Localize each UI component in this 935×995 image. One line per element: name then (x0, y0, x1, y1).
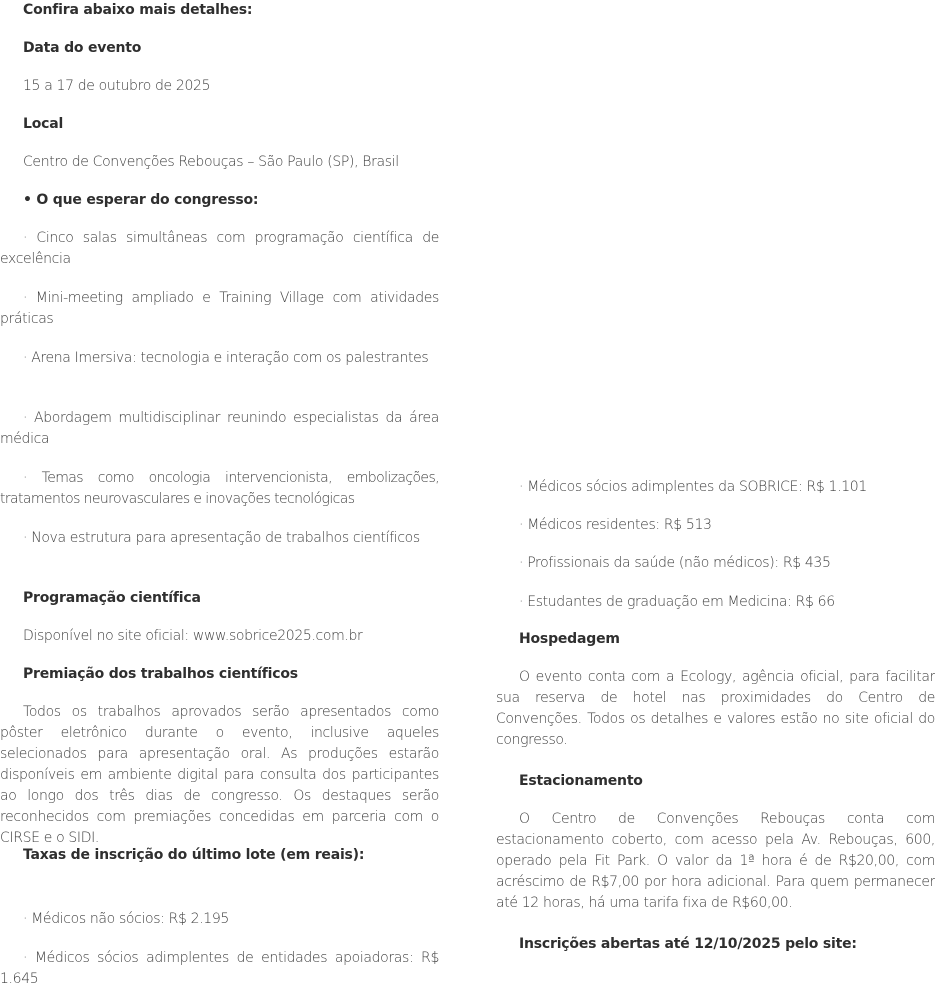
fees-heading: Taxas de inscrição do último lote (em reais): (23, 847, 365, 863)
location-value: Centro de Convenções Rebouças – São Paulo (SP), Brasil (23, 154, 399, 170)
fee-item: · Estudantes de graduação em Medicina: R$ 66 (519, 594, 835, 610)
expect-heading: • O que esperar do congresso: (23, 192, 259, 208)
lodging-heading: Hospedagem (519, 631, 620, 647)
location-heading: Local (23, 116, 64, 132)
fee-item: · Médicos não sócios: R$ 2.195 (23, 911, 229, 927)
awards-text: Todos os trabalhos aprovados serão apresentados como pôster eletrônico durante o evento, inclusive aqueles selecionados para apresentação oral. As produções estarão disponíveis em ambiente digital para consulta dos participantes ao longo dos três dias de congresso. Os destaques serão reconhecidos com premiações concedidas em parceria com o CIRSE e o SIDI. (0, 704, 439, 846)
fee-item: · Profissionais da saúde (não médicos): R$ 435 (519, 555, 831, 571)
expect-item: · Mini-meeting ampliado e Training Village com atividades práticas (0, 290, 439, 327)
expect-item: · Cinco salas simultâneas com programação científica de excelência (0, 230, 439, 267)
fee-item: · Médicos sócios adimplentes de entidades apoiadoras: R$ 1.645 (0, 950, 439, 987)
intro-heading: Confira abaixo mais detalhes: (23, 2, 253, 18)
awards-heading: Premiação dos trabalhos científicos (23, 666, 298, 682)
expect-item: · Abordagem multidisciplinar reunindo especialistas da área médica (0, 410, 439, 447)
fee-item: · Médicos residentes: R$ 513 (519, 517, 712, 533)
program-value: Disponível no site oficial: www.sobrice2025.com.br (23, 628, 363, 644)
date-heading: Data do evento (23, 40, 142, 56)
signup-heading: Inscrições abertas até 12/10/2025 pelo site: (519, 936, 857, 952)
program-heading: Programação científica (23, 590, 201, 606)
expect-item: · Arena Imersiva: tecnologia e interação com os palestrantes (23, 350, 429, 366)
expect-item: · Temas como oncologia intervencionista, embolizações, tratamentos neurovasculares e inovações tecnológicas (0, 470, 439, 507)
parking-text: O Centro de Convenções Rebouças conta com estacionamento coberto, com acesso pela Av. Rebouças, 600, operado pela Fit Park. O valor da 1ª hora é de R$20,00, com acréscimo de R$7,00 por hora adicional. Para quem permanecer até 12 horas, há uma tarifa fixa de R$60,00. (496, 811, 935, 911)
expect-item: · Nova estrutura para apresentação de trabalhos científicos (23, 530, 420, 546)
date-value: 15 a 17 de outubro de 2025 (23, 78, 211, 94)
fee-item: · Médicos sócios adimplentes da SOBRICE: R$ 1.101 (519, 479, 867, 495)
lodging-text: O evento conta com a Ecology, agência oficial, para facilitar sua reserva de hotel nas proximidades do Centro de Convenções. Todos os detalhes e valores estão no site oficial do congresso. (496, 669, 935, 748)
parking-heading: Estacionamento (519, 773, 643, 789)
